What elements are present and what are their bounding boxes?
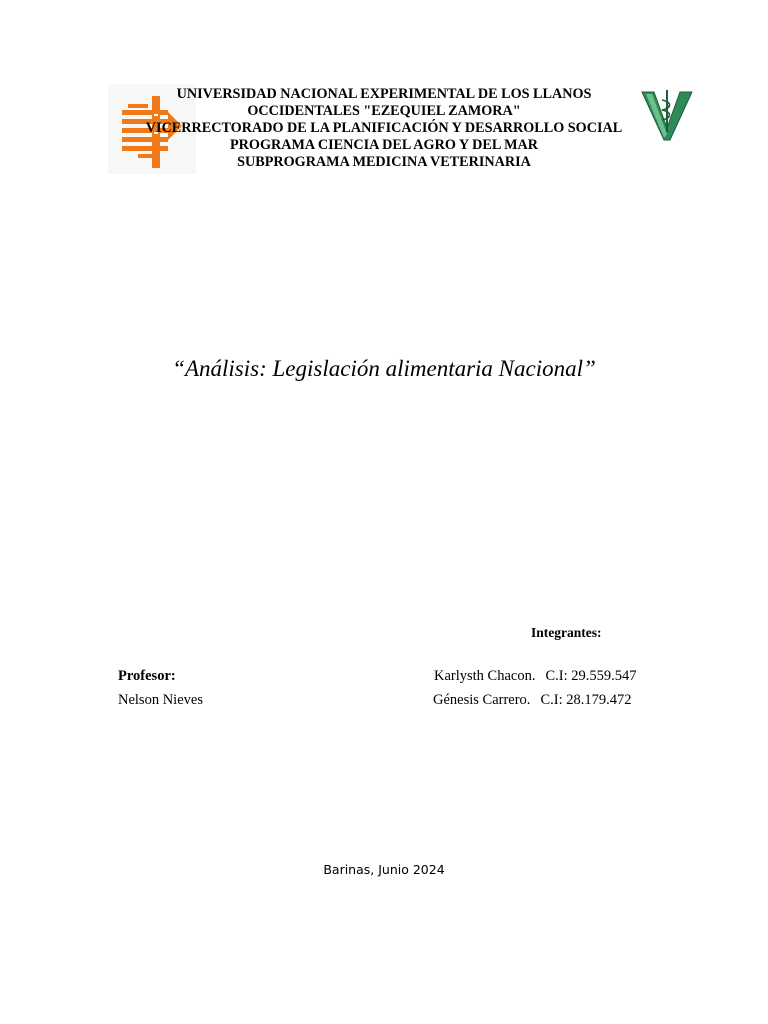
profesor-label: Profesor: xyxy=(118,668,176,684)
header-line-programa: PROGRAMA CIENCIA DEL AGRO Y DEL MAR xyxy=(230,137,538,153)
member-row xyxy=(433,692,631,709)
member-name: Génesis Carrero. xyxy=(433,692,531,708)
place-date: Barinas, Junio 2024 xyxy=(323,862,445,877)
member-name: Karlysth Chacon. xyxy=(434,668,536,684)
member-row xyxy=(434,668,637,685)
header-line-subprograma: SUBPROGRAMA MEDICINA VETERINARIA xyxy=(237,154,531,170)
document-title: “Análisis: Legislación alimentaria Nacional” xyxy=(172,356,596,381)
profesor-name: Nelson Nieves xyxy=(118,692,203,708)
member-ci: C.I: 28.179.472 xyxy=(540,692,632,708)
integrantes-label: Integrantes: xyxy=(531,625,602,640)
header-line-university: UNIVERSIDAD NACIONAL EXPERIMENTAL DE LOS LLANOS xyxy=(176,86,592,102)
institution-header xyxy=(110,86,658,171)
header-line-university-name: OCCIDENTALES "EZEQUIEL ZAMORA" xyxy=(247,103,521,119)
header-line-vicerrectorado: VICERRECTORADO DE LA PLANIFICACIÓN Y DESARROLLO SOCIAL xyxy=(145,120,623,136)
member-ci: C.I: 29.559.547 xyxy=(545,668,637,684)
